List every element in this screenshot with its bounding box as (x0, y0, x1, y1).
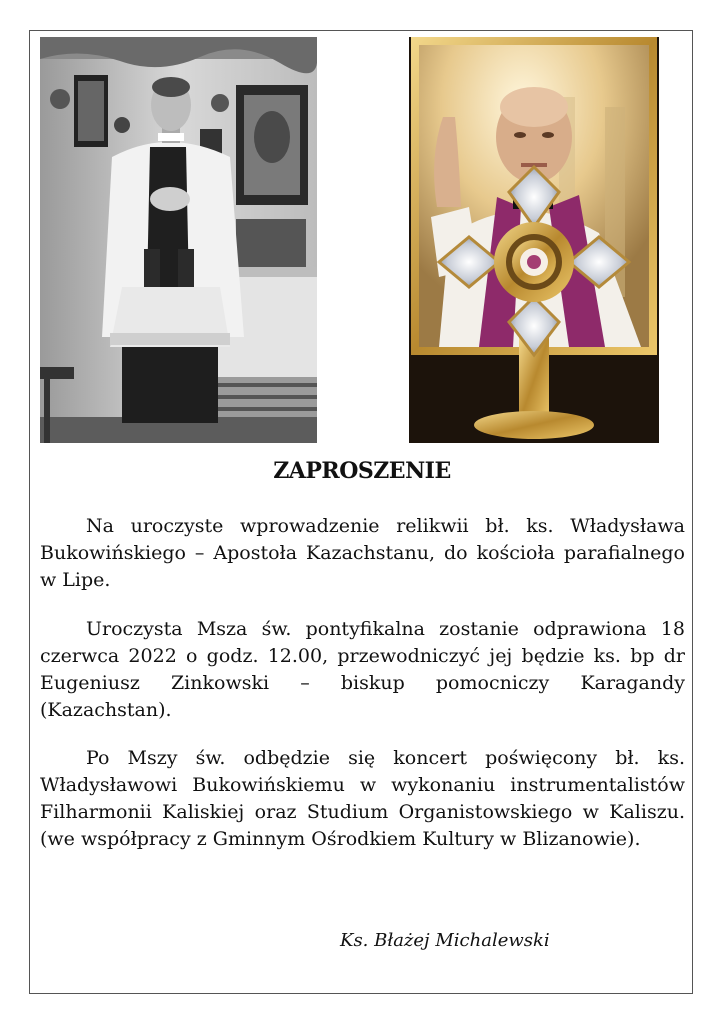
historical-priest-photo (40, 37, 317, 443)
saint-portrait-reliquary-photo (409, 37, 659, 443)
invitation-title: ZAPROSZENIE (273, 458, 451, 484)
paragraph-concert: Po Mszy św. odbędzie się koncert poświęcony bł. ks. Władysławowi Bukowińskiemu w wykonaniu instrumentalistów Filharmonii Kaliskiej oraz Studium Organistowskiego w Kaliszu. (we współpracy z Gminnym Ośrodkiem Kultury w Blizanowie). (40, 747, 685, 850)
paragraph-mass: Uroczysta Msza św. pontyfikalna zostanie odprawiona 18 czerwca 2022 o godz. 12.00, przewodniczyć jej będzie ks. bp dr Eugeniusz Zinkowski – biskup pomocniczy Karagandy (Kazachstan). (40, 618, 685, 721)
signature: Ks. Błażej Michalewski (340, 930, 550, 951)
paragraph-relics: Na uroczyste wprowadzenie relikwii bł. ks. Władysława Bukowińskiego – Apostoła Kazachstanu, do kościoła parafialnego w Lipe. (40, 515, 685, 591)
